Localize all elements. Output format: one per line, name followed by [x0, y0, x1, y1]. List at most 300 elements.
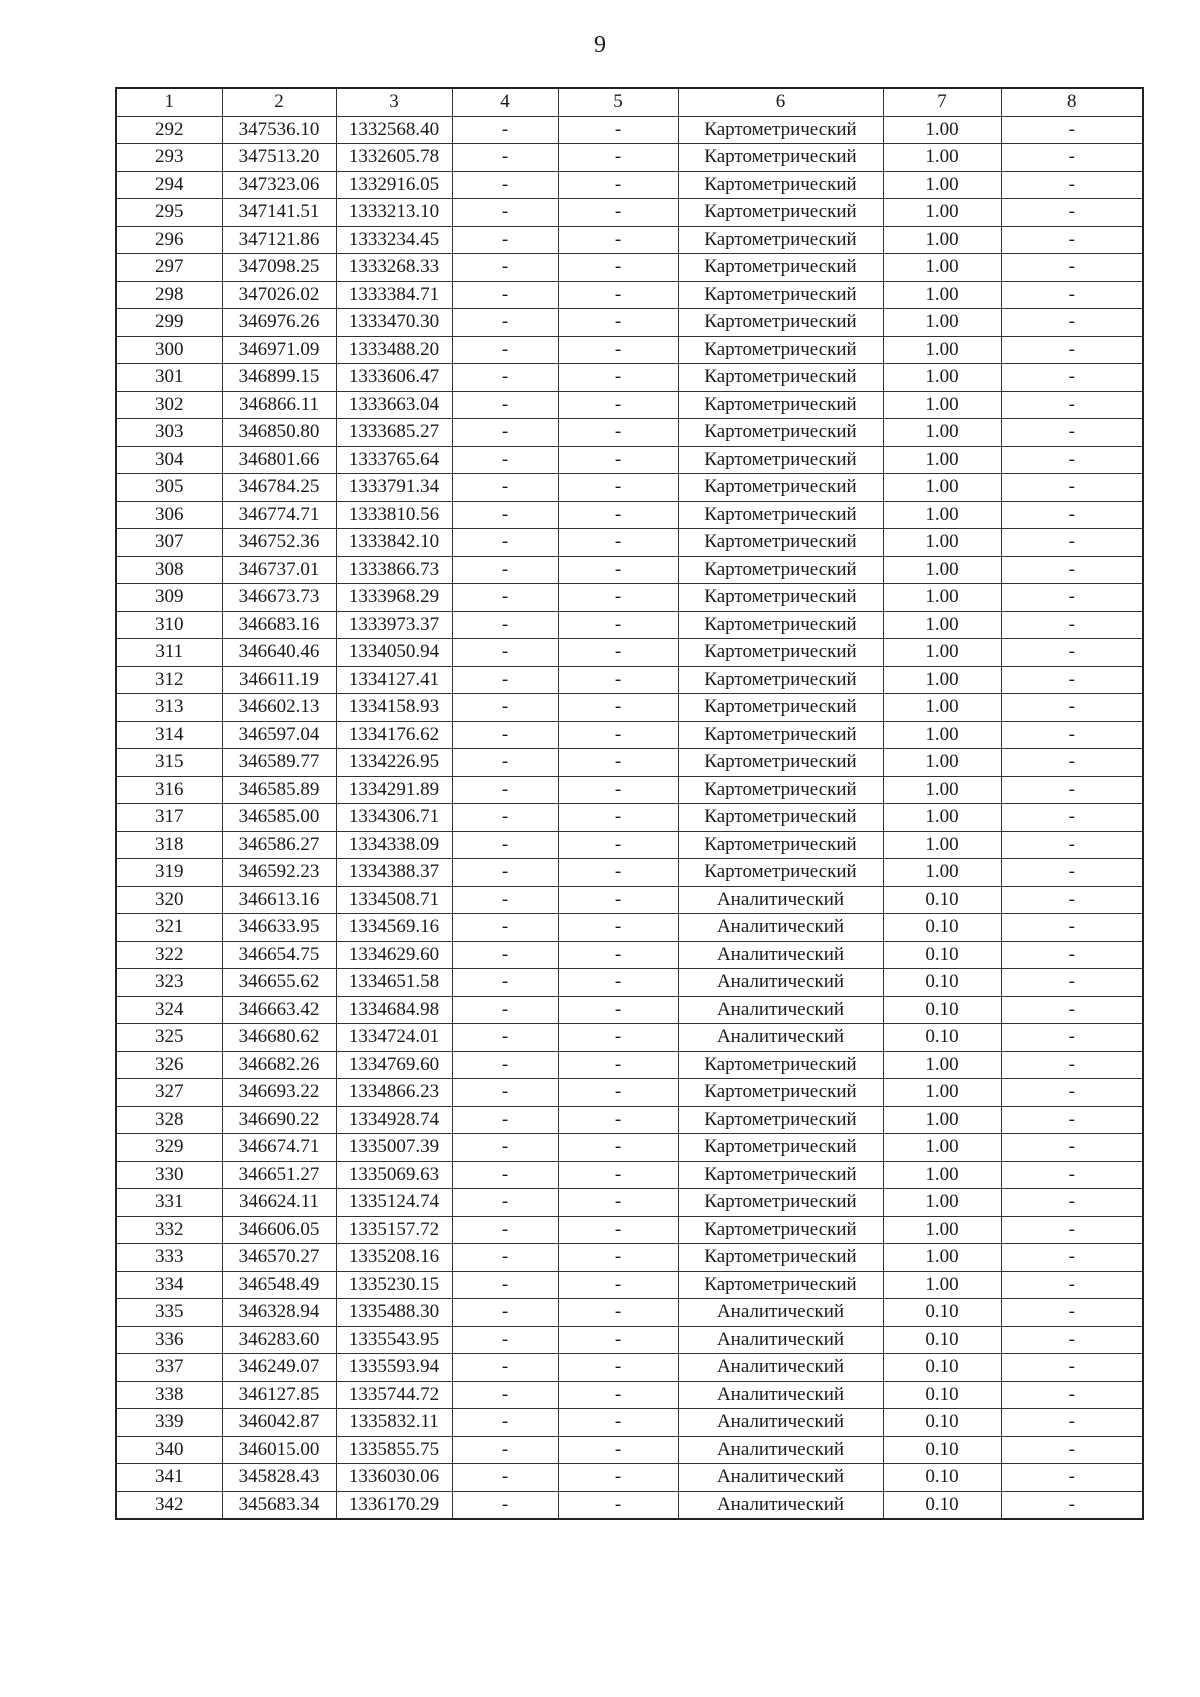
table-row: [116, 1134, 1143, 1162]
cell-col-8: -: [1001, 1464, 1143, 1492]
table-row: [116, 969, 1143, 997]
cell-col-4: -: [452, 859, 558, 887]
cell-col-4: -: [452, 804, 558, 832]
cell-coord-y: 1334306.71: [336, 804, 452, 832]
cell-point-number: 310: [116, 611, 222, 639]
table-row: [116, 446, 1143, 474]
cell-point-number: 320: [116, 886, 222, 914]
cell-col-8: -: [1001, 446, 1143, 474]
coordinates-table: [115, 87, 1144, 1520]
table-row: [116, 419, 1143, 447]
cell-coord-y: 1333810.56: [336, 501, 452, 529]
cell-col-4: -: [452, 309, 558, 337]
table-row: [116, 1354, 1143, 1382]
table-row: [116, 556, 1143, 584]
cell-accuracy: 1.00: [883, 584, 1001, 612]
cell-col-4: -: [452, 1134, 558, 1162]
cell-col-4: -: [452, 281, 558, 309]
cell-col-4: -: [452, 1024, 558, 1052]
table-row: [116, 254, 1143, 282]
cell-coord-y: 1335488.30: [336, 1299, 452, 1327]
cell-col-4: -: [452, 1491, 558, 1519]
cell-method: Картометрический: [678, 226, 883, 254]
cell-col-4: -: [452, 831, 558, 859]
cell-col-8: -: [1001, 1216, 1143, 1244]
cell-col-5: -: [558, 1354, 678, 1382]
cell-point-number: 329: [116, 1134, 222, 1162]
cell-col-4: -: [452, 776, 558, 804]
cell-accuracy: 1.00: [883, 1271, 1001, 1299]
table-row: [116, 1106, 1143, 1134]
table-row: [116, 1326, 1143, 1354]
table-row: [116, 529, 1143, 557]
cell-coord-x: 346042.87: [222, 1409, 336, 1437]
cell-point-number: 307: [116, 529, 222, 557]
cell-coord-y: 1334050.94: [336, 639, 452, 667]
cell-col-4: -: [452, 584, 558, 612]
cell-point-number: 326: [116, 1051, 222, 1079]
cell-col-5: -: [558, 831, 678, 859]
cell-method: Картометрический: [678, 1216, 883, 1244]
cell-coord-x: 346586.27: [222, 831, 336, 859]
table-row: [116, 1381, 1143, 1409]
cell-coord-x: 346249.07: [222, 1354, 336, 1382]
cell-col-5: -: [558, 584, 678, 612]
cell-method: Картометрический: [678, 1161, 883, 1189]
cell-col-8: -: [1001, 1079, 1143, 1107]
cell-coord-x: 347121.86: [222, 226, 336, 254]
cell-coord-x: 346680.62: [222, 1024, 336, 1052]
cell-accuracy: 0.10: [883, 1464, 1001, 1492]
cell-method: Аналитический: [678, 996, 883, 1024]
cell-col-5: -: [558, 1409, 678, 1437]
cell-method: Картометрический: [678, 364, 883, 392]
cell-coord-y: 1334291.89: [336, 776, 452, 804]
cell-col-5: -: [558, 226, 678, 254]
table-row: [116, 1244, 1143, 1272]
cell-col-5: -: [558, 171, 678, 199]
table-row: [116, 1024, 1143, 1052]
cell-coord-y: 1335069.63: [336, 1161, 452, 1189]
cell-method: Картометрический: [678, 419, 883, 447]
cell-col-8: -: [1001, 1491, 1143, 1519]
cell-col-5: -: [558, 996, 678, 1024]
cell-col-4: -: [452, 446, 558, 474]
cell-col-8: -: [1001, 859, 1143, 887]
cell-coord-y: 1334338.09: [336, 831, 452, 859]
cell-method: Картометрический: [678, 776, 883, 804]
cell-accuracy: 0.10: [883, 1326, 1001, 1354]
cell-col-5: -: [558, 364, 678, 392]
cell-point-number: 334: [116, 1271, 222, 1299]
cell-method: Аналитический: [678, 1354, 883, 1382]
cell-col-5: -: [558, 1271, 678, 1299]
table-row: [116, 749, 1143, 777]
cell-col-5: -: [558, 199, 678, 227]
cell-coord-y: 1333234.45: [336, 226, 452, 254]
cell-col-8: -: [1001, 941, 1143, 969]
table-row: [116, 474, 1143, 502]
cell-accuracy: 1.00: [883, 254, 1001, 282]
cell-point-number: 312: [116, 666, 222, 694]
cell-col-5: -: [558, 721, 678, 749]
table-row: [116, 1189, 1143, 1217]
cell-col-5: -: [558, 281, 678, 309]
cell-coord-x: 346654.75: [222, 941, 336, 969]
table-row: [116, 584, 1143, 612]
table-row: [116, 611, 1143, 639]
cell-coord-y: 1334508.71: [336, 886, 452, 914]
table-row: [116, 1079, 1143, 1107]
table-row: [116, 694, 1143, 722]
cell-col-4: -: [452, 1271, 558, 1299]
cell-col-8: -: [1001, 116, 1143, 144]
cell-point-number: 337: [116, 1354, 222, 1382]
cell-accuracy: 1.00: [883, 1244, 1001, 1272]
cell-col-4: -: [452, 1299, 558, 1327]
cell-coord-y: 1334176.62: [336, 721, 452, 749]
cell-accuracy: 0.10: [883, 1354, 1001, 1382]
cell-col-8: -: [1001, 639, 1143, 667]
cell-method: Картометрический: [678, 309, 883, 337]
cell-method: Картометрический: [678, 171, 883, 199]
cell-col-8: -: [1001, 1189, 1143, 1217]
cell-accuracy: 1.00: [883, 1079, 1001, 1107]
cell-col-4: -: [452, 254, 558, 282]
cell-col-8: -: [1001, 364, 1143, 392]
table-row: [116, 1271, 1143, 1299]
cell-coord-x: 346971.09: [222, 336, 336, 364]
cell-accuracy: 1.00: [883, 226, 1001, 254]
cell-point-number: 319: [116, 859, 222, 887]
cell-point-number: 323: [116, 969, 222, 997]
cell-col-5: -: [558, 1106, 678, 1134]
cell-method: Аналитический: [678, 1436, 883, 1464]
cell-col-8: -: [1001, 1134, 1143, 1162]
cell-coord-y: 1333866.73: [336, 556, 452, 584]
cell-coord-y: 1333663.04: [336, 391, 452, 419]
cell-col-8: -: [1001, 1024, 1143, 1052]
cell-coord-y: 1335124.74: [336, 1189, 452, 1217]
cell-coord-x: 346597.04: [222, 721, 336, 749]
cell-col-8: -: [1001, 171, 1143, 199]
cell-accuracy: 0.10: [883, 886, 1001, 914]
table-row: [116, 199, 1143, 227]
cell-accuracy: 0.10: [883, 1299, 1001, 1327]
cell-col-4: -: [452, 1436, 558, 1464]
cell-point-number: 299: [116, 309, 222, 337]
cell-accuracy: 1.00: [883, 666, 1001, 694]
cell-coord-y: 1333606.47: [336, 364, 452, 392]
cell-coord-x: 345828.43: [222, 1464, 336, 1492]
table-row: [116, 171, 1143, 199]
cell-col-5: -: [558, 1381, 678, 1409]
cell-point-number: 304: [116, 446, 222, 474]
cell-col-5: -: [558, 1491, 678, 1519]
cell-point-number: 294: [116, 171, 222, 199]
cell-col-4: -: [452, 226, 558, 254]
table-row: [116, 336, 1143, 364]
cell-method: Картометрический: [678, 639, 883, 667]
cell-col-4: -: [452, 336, 558, 364]
cell-coord-y: 1335208.16: [336, 1244, 452, 1272]
cell-coord-x: 346585.00: [222, 804, 336, 832]
cell-method: Картометрический: [678, 666, 883, 694]
table-row: [116, 1409, 1143, 1437]
header-cell: 8: [1001, 88, 1143, 116]
cell-col-8: -: [1001, 584, 1143, 612]
cell-col-4: -: [452, 1381, 558, 1409]
cell-point-number: 321: [116, 914, 222, 942]
cell-point-number: 318: [116, 831, 222, 859]
cell-col-5: -: [558, 886, 678, 914]
cell-col-8: -: [1001, 336, 1143, 364]
cell-accuracy: 1.00: [883, 831, 1001, 859]
cell-method: Картометрический: [678, 501, 883, 529]
cell-col-5: -: [558, 556, 678, 584]
cell-coord-x: 346682.26: [222, 1051, 336, 1079]
cell-method: Картометрический: [678, 721, 883, 749]
cell-method: Картометрический: [678, 1051, 883, 1079]
cell-col-8: -: [1001, 501, 1143, 529]
cell-col-4: -: [452, 144, 558, 172]
cell-col-4: -: [452, 996, 558, 1024]
cell-col-8: -: [1001, 226, 1143, 254]
cell-col-4: -: [452, 1161, 558, 1189]
table-row: [116, 831, 1143, 859]
cell-col-8: -: [1001, 969, 1143, 997]
cell-method: Картометрический: [678, 1134, 883, 1162]
cell-point-number: 295: [116, 199, 222, 227]
cell-col-8: -: [1001, 1271, 1143, 1299]
cell-point-number: 317: [116, 804, 222, 832]
cell-point-number: 331: [116, 1189, 222, 1217]
page-number: 9: [594, 32, 606, 58]
cell-accuracy: 1.00: [883, 199, 1001, 227]
cell-point-number: 311: [116, 639, 222, 667]
cell-method: Картометрический: [678, 556, 883, 584]
cell-col-5: -: [558, 1299, 678, 1327]
cell-col-4: -: [452, 639, 558, 667]
cell-coord-x: 346801.66: [222, 446, 336, 474]
cell-col-4: -: [452, 1189, 558, 1217]
cell-accuracy: 1.00: [883, 1216, 1001, 1244]
cell-col-4: -: [452, 501, 558, 529]
cell-point-number: 332: [116, 1216, 222, 1244]
cell-coord-x: 347536.10: [222, 116, 336, 144]
cell-coord-x: 346655.62: [222, 969, 336, 997]
table-row: [116, 281, 1143, 309]
header-cell: 4: [452, 88, 558, 116]
cell-accuracy: 1.00: [883, 721, 1001, 749]
cell-coord-x: 346674.71: [222, 1134, 336, 1162]
cell-coord-y: 1333968.29: [336, 584, 452, 612]
cell-coord-y: 1332605.78: [336, 144, 452, 172]
header-cell: 3: [336, 88, 452, 116]
table-row: [116, 116, 1143, 144]
cell-coord-x: 346611.19: [222, 666, 336, 694]
cell-col-8: -: [1001, 886, 1143, 914]
table-row: [116, 226, 1143, 254]
table-header-row: [116, 88, 1143, 116]
cell-col-5: -: [558, 1436, 678, 1464]
cell-col-5: -: [558, 446, 678, 474]
cell-coord-y: 1335832.11: [336, 1409, 452, 1437]
cell-method: Аналитический: [678, 1464, 883, 1492]
cell-coord-y: 1334866.23: [336, 1079, 452, 1107]
cell-method: Картометрический: [678, 1106, 883, 1134]
cell-col-5: -: [558, 639, 678, 667]
table-row: [116, 666, 1143, 694]
header-cell: 1: [116, 88, 222, 116]
cell-accuracy: 1.00: [883, 611, 1001, 639]
cell-point-number: 335: [116, 1299, 222, 1327]
cell-method: Картометрический: [678, 336, 883, 364]
cell-coord-x: 346663.42: [222, 996, 336, 1024]
cell-col-4: -: [452, 171, 558, 199]
cell-col-5: -: [558, 611, 678, 639]
cell-accuracy: 1.00: [883, 694, 1001, 722]
cell-col-8: -: [1001, 1161, 1143, 1189]
cell-method: Аналитический: [678, 1409, 883, 1437]
cell-coord-y: 1333973.37: [336, 611, 452, 639]
cell-coord-x: 346752.36: [222, 529, 336, 557]
cell-coord-x: 346683.16: [222, 611, 336, 639]
cell-col-5: -: [558, 1326, 678, 1354]
cell-coord-y: 1335593.94: [336, 1354, 452, 1382]
cell-method: Картометрический: [678, 529, 883, 557]
cell-col-5: -: [558, 914, 678, 942]
cell-coord-y: 1336170.29: [336, 1491, 452, 1519]
cell-col-8: -: [1001, 749, 1143, 777]
cell-accuracy: 1.00: [883, 1189, 1001, 1217]
cell-col-5: -: [558, 804, 678, 832]
cell-point-number: 293: [116, 144, 222, 172]
cell-coord-y: 1334724.01: [336, 1024, 452, 1052]
cell-coord-y: 1335007.39: [336, 1134, 452, 1162]
cell-coord-y: 1334569.16: [336, 914, 452, 942]
cell-coord-x: 346570.27: [222, 1244, 336, 1272]
cell-method: Картометрический: [678, 391, 883, 419]
cell-col-5: -: [558, 749, 678, 777]
table-row: [116, 144, 1143, 172]
cell-col-5: -: [558, 474, 678, 502]
cell-coord-y: 1334651.58: [336, 969, 452, 997]
cell-col-8: -: [1001, 281, 1143, 309]
cell-accuracy: 1.00: [883, 474, 1001, 502]
cell-col-5: -: [558, 941, 678, 969]
cell-method: Картометрический: [678, 1244, 883, 1272]
cell-col-4: -: [452, 886, 558, 914]
cell-col-5: -: [558, 1161, 678, 1189]
cell-coord-x: 346633.95: [222, 914, 336, 942]
cell-col-5: -: [558, 969, 678, 997]
cell-col-4: -: [452, 914, 558, 942]
cell-point-number: 305: [116, 474, 222, 502]
cell-col-4: -: [452, 1409, 558, 1437]
cell-col-4: -: [452, 666, 558, 694]
table-row: [116, 1161, 1143, 1189]
cell-point-number: 327: [116, 1079, 222, 1107]
cell-method: Картометрический: [678, 116, 883, 144]
cell-col-8: -: [1001, 1051, 1143, 1079]
cell-accuracy: 1.00: [883, 529, 1001, 557]
cell-col-8: -: [1001, 309, 1143, 337]
cell-accuracy: 1.00: [883, 116, 1001, 144]
cell-accuracy: 1.00: [883, 171, 1001, 199]
cell-coord-y: 1334158.93: [336, 694, 452, 722]
cell-method: Картометрический: [678, 1079, 883, 1107]
cell-coord-y: 1333488.20: [336, 336, 452, 364]
cell-coord-x: 346774.71: [222, 501, 336, 529]
cell-coord-x: 346602.13: [222, 694, 336, 722]
cell-coord-x: 347513.20: [222, 144, 336, 172]
cell-coord-x: 347026.02: [222, 281, 336, 309]
cell-coord-x: 346737.01: [222, 556, 336, 584]
cell-point-number: 308: [116, 556, 222, 584]
cell-accuracy: 1.00: [883, 859, 1001, 887]
table-row: [116, 914, 1143, 942]
cell-col-8: -: [1001, 1299, 1143, 1327]
cell-point-number: 309: [116, 584, 222, 612]
cell-coord-x: 347098.25: [222, 254, 336, 282]
cell-coord-x: 346548.49: [222, 1271, 336, 1299]
cell-accuracy: 1.00: [883, 419, 1001, 447]
cell-col-8: -: [1001, 391, 1143, 419]
cell-accuracy: 1.00: [883, 1161, 1001, 1189]
cell-point-number: 316: [116, 776, 222, 804]
cell-method: Аналитический: [678, 1326, 883, 1354]
cell-accuracy: 0.10: [883, 1024, 1001, 1052]
cell-method: Картометрический: [678, 694, 883, 722]
cell-method: Аналитический: [678, 1299, 883, 1327]
cell-coord-y: 1335157.72: [336, 1216, 452, 1244]
cell-col-4: -: [452, 474, 558, 502]
cell-accuracy: 0.10: [883, 996, 1001, 1024]
table-row: [116, 804, 1143, 832]
cell-point-number: 336: [116, 1326, 222, 1354]
table-row: [116, 1051, 1143, 1079]
cell-accuracy: 1.00: [883, 391, 1001, 419]
cell-point-number: 340: [116, 1436, 222, 1464]
cell-accuracy: 1.00: [883, 144, 1001, 172]
cell-col-4: -: [452, 1051, 558, 1079]
cell-col-4: -: [452, 419, 558, 447]
cell-accuracy: 1.00: [883, 1134, 1001, 1162]
cell-coord-x: 346127.85: [222, 1381, 336, 1409]
cell-col-8: -: [1001, 611, 1143, 639]
cell-col-4: -: [452, 721, 558, 749]
cell-col-5: -: [558, 336, 678, 364]
cell-accuracy: 0.10: [883, 941, 1001, 969]
cell-coord-x: 346899.15: [222, 364, 336, 392]
cell-coord-y: 1335543.95: [336, 1326, 452, 1354]
cell-accuracy: 1.00: [883, 804, 1001, 832]
cell-col-8: -: [1001, 831, 1143, 859]
cell-coord-x: 346673.73: [222, 584, 336, 612]
cell-col-5: -: [558, 1079, 678, 1107]
cell-col-4: -: [452, 116, 558, 144]
cell-col-8: -: [1001, 254, 1143, 282]
cell-coord-x: 346015.00: [222, 1436, 336, 1464]
cell-col-5: -: [558, 391, 678, 419]
cell-col-4: -: [452, 694, 558, 722]
cell-col-5: -: [558, 1024, 678, 1052]
cell-coord-x: 346866.11: [222, 391, 336, 419]
cell-coord-x: 345683.34: [222, 1491, 336, 1519]
cell-col-5: -: [558, 501, 678, 529]
cell-col-8: -: [1001, 474, 1143, 502]
